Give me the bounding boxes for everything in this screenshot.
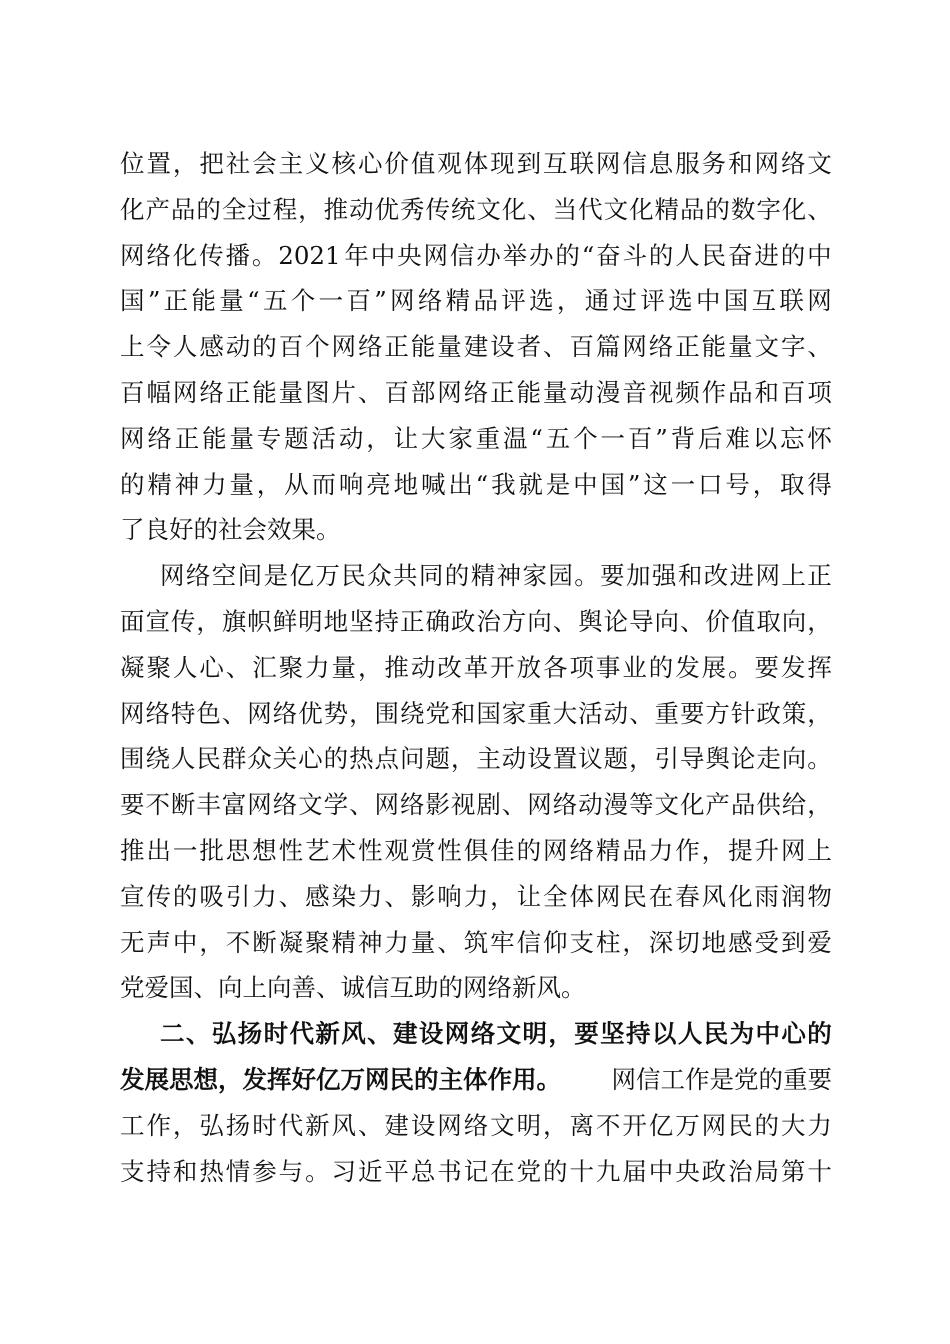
text-line: 围 绕 人 民 群 众 关 心 的 热 点 问 题 ， 主 动 设 置 议 题 ， 引 导 舆 论 走 向 。 xyxy=(120,744,832,774)
text-line: 要 不 断 丰 富 网 络 文 学 、 网 络 影 视 剧 、 网 络 动 漫 等 文 化 产 品 供 给 ， xyxy=(120,790,832,820)
text-line: 位 置 ， 把 社 会 主 义 核 心 价 值 观 体 现 到 互 联 网 信 息 服 务 和 网 络 文 xyxy=(120,149,832,178)
text-line: 上 令 人 感 动 的 百 个 网 络 正 能 量 建 设 者 、 百 篇 网 络 正 能 量 文 字 、 xyxy=(120,332,832,362)
text-line: 国 ” 正 能 量 “ 五 个 一 百 ” 网 络 精 品 评 选 ， 通 过 评 选 中 国 互 联 网 xyxy=(120,286,832,316)
text-line: 面 宣 传 ， 旗 帜 鲜 明 地 坚 持 正 确 政 治 方 向 、 舆 论 导 向 、 价 值 取 向 ， xyxy=(120,606,832,636)
section-heading-tail: 发展思想，发挥好亿万网民的主体作用。 xyxy=(120,1064,561,1094)
text-line: 网 络 特 色 、 网 络 优 势 ， 围 绕 党 和 国 家 重 大 活 动 、 重 要 方 针 政 策 ， xyxy=(120,698,832,728)
text-line: 工 作 ， 弘 扬 时 代 新 风 、 建 设 网 络 文 明 ， 离 不 开 亿 万 网 民 的 大 力 xyxy=(120,1110,832,1140)
text-line: 无 声 中 ， 不 断 凝 聚 精 神 力 量 、 筑 牢 信 仰 支 柱 ， 深 切 地 感 受 到 爱 xyxy=(120,927,832,957)
text-line: 了良好的社会效果。 xyxy=(120,515,341,545)
text-line: 支 持 和 热 情 参 与 。 习 近 平 总 书 记 在 党 的 十 九 届 中 央 政 治 局 第 十 xyxy=(120,1156,832,1186)
text-line: 的 精 神 力 量 ， 从 而 响 亮 地 喊 出 “ 我 就 是 中 国 ” 这 一 口 号 ， 取 得 xyxy=(120,469,832,499)
text-line: 党爱国、向上向善、诚信互助的网络新风。 xyxy=(120,973,586,1003)
text-line: 百 幅 网 络 正 能 量 图 片 、 百 部 网 络 正 能 量 动 漫 音 视 频 作 品 和 百 项 xyxy=(120,377,832,407)
section-heading-continued xyxy=(120,1057,832,1103)
text-line: 凝 聚 人 心 、 汇 聚 力 量 ， 推 动 改 革 开 放 各 项 事 业 的 发 展 。 要 发 挥 xyxy=(120,652,832,682)
text-line: 网 络 空 间 是 亿 万 民 众 共 同 的 精 神 家 园 。 要 加 强 和 改 进 网 上 正 xyxy=(160,561,832,591)
text-span: 网信工作是党的重要 xyxy=(611,1064,832,1094)
text-line: 宣 传 的 吸 引 力 、 感 染 力 、 影 响 力 ， 让 全 体 网 民 在 春 风 化 雨 润 物 xyxy=(120,881,832,911)
text-line: 网 络 化 传 播 。 2021 年 中 央 网 信 办 举 办 的 “ 奋 斗 的 人 民 奋 进 的 中 xyxy=(120,240,832,270)
text-line: 网 络 正 能 量 专 题 活 动 ， 让 大 家 重 温 “ 五 个 一 百 ” 背 后 难 以 忘 怀 xyxy=(120,423,832,453)
text-line: 推 出 一 批 思 想 性 艺 术 性 观 赏 性 俱 佳 的 网 络 精 品 力 作 ， 提 升 网 上 xyxy=(120,835,832,865)
document-body xyxy=(120,141,832,1194)
text-line: 化 产 品 的 全 过 程 ， 推 动 优 秀 传 统 文 化 、 当 代 文 化 精 品 的 数 字 化 、 xyxy=(120,194,832,224)
section-heading: 二 、 弘 扬 时 代 新 风 、 建 设 网 络 文 明 ， 要 坚 持 以 人 民 为 中 心 的 xyxy=(160,1019,832,1049)
